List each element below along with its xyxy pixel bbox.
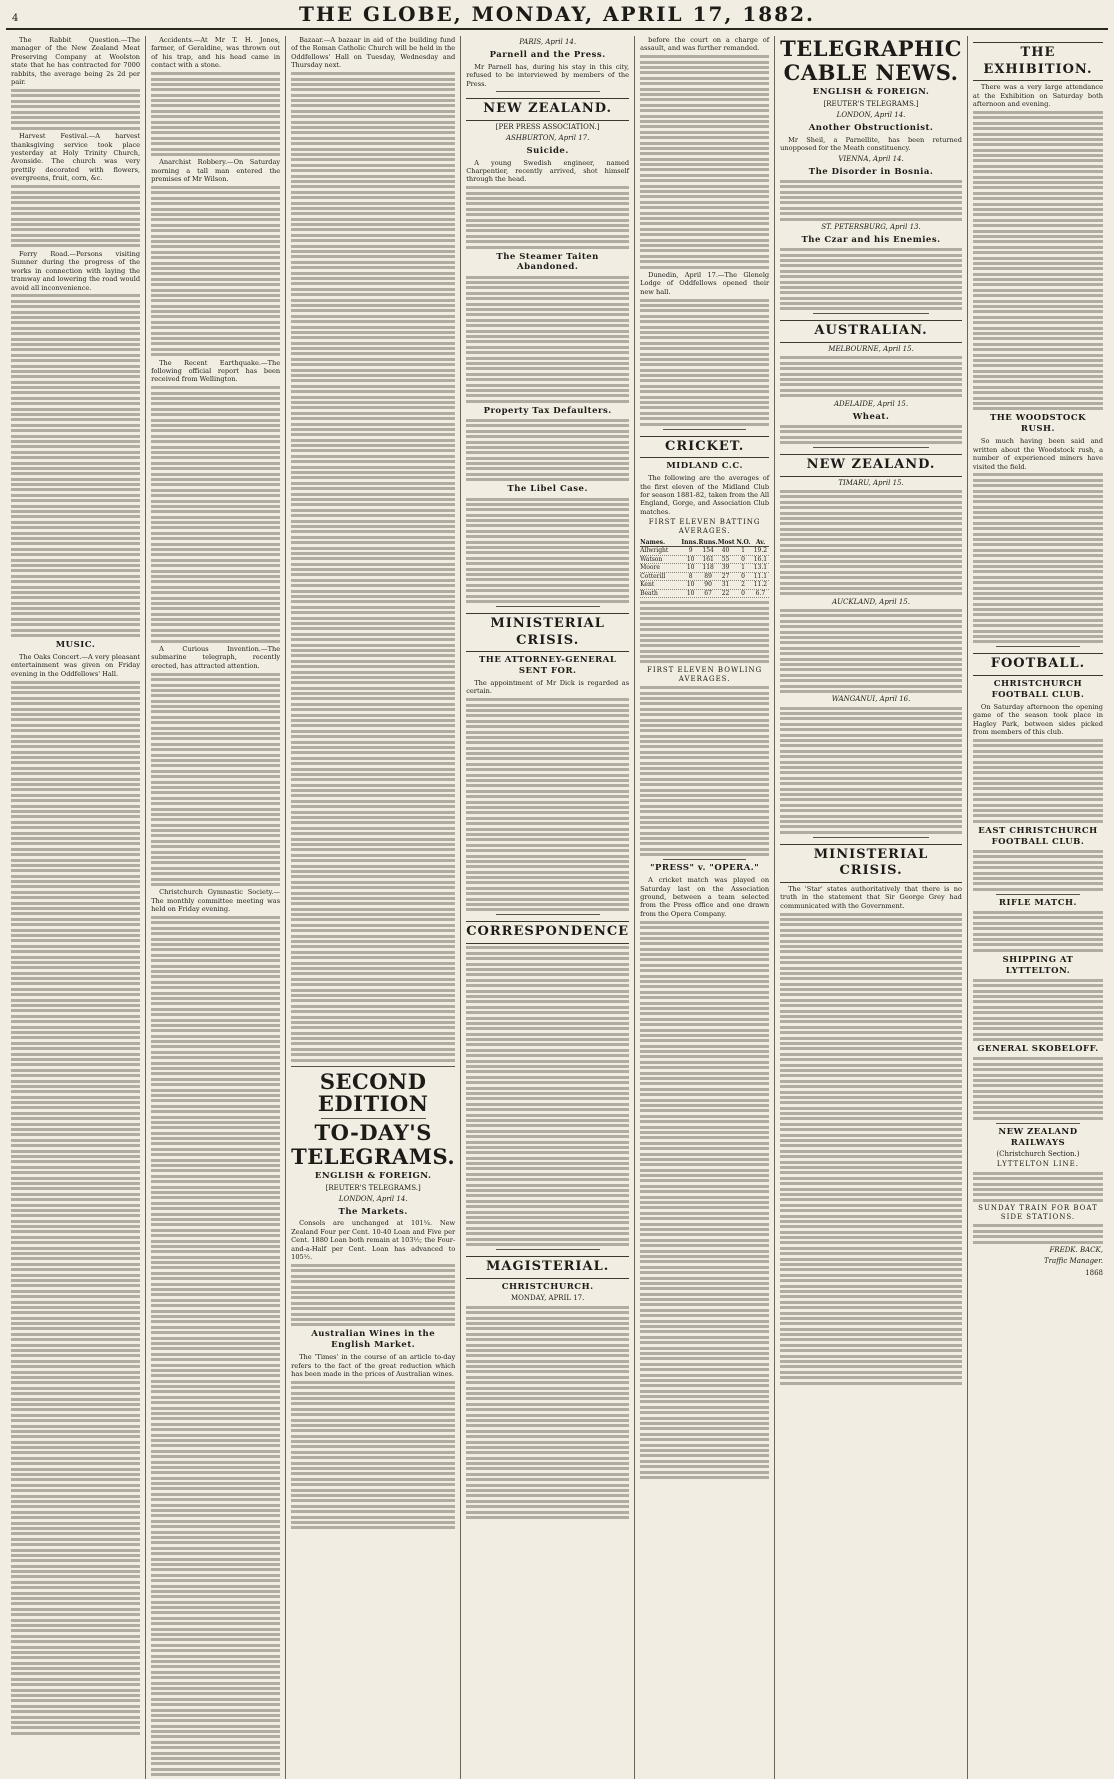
ministerial-crisis-heading: MINISTERIAL CRISIS.: [780, 844, 962, 883]
table-row: Cotterill 8 89 27 0 11.1: [640, 573, 769, 582]
railways-heading: NEW ZEALAND RAILWAYS: [998, 1126, 1078, 1148]
text-block: [466, 946, 629, 1245]
midland-heading: MIDLAND C.C.: [666, 461, 743, 472]
table-row: Allwright 9 154 40 1 19.2: [640, 547, 769, 556]
text-block: [151, 72, 280, 156]
football-heading: FOOTBALL.: [973, 653, 1103, 676]
text-block: [780, 425, 962, 444]
paragraph: A Curious Invention.—The submarine telegraph, recently erected, has attracted attention.: [151, 645, 281, 670]
signature-title: Traffic Manager.: [1044, 1256, 1103, 1265]
paragraph: On Saturday afternoon the opening game of the season took place in Hagley Park, between sides picked from members of this club.: [972, 702, 1103, 737]
text-block: [780, 180, 962, 221]
cricket-heading: CRICKET.: [640, 436, 769, 459]
date-sub: MONDAY, APRIL 17.: [510, 1294, 585, 1303]
section-heading: The Disorder in Bosnia.: [808, 166, 934, 177]
paragraph: before the court on a charge of assault, and was further remanded.: [640, 36, 770, 53]
section-heading: Property Tax Defaulters.: [483, 405, 612, 416]
text-block: [973, 111, 1103, 410]
column-2: [146, 36, 286, 1779]
column-4: [461, 36, 635, 1779]
section-heading: Wheat.: [852, 411, 890, 422]
text-block: [973, 473, 1103, 643]
press-association-credit: [PER PRESS ASSOCIATION.]: [495, 122, 600, 131]
paragraph: Bazaar.—A bazaar in aid of the building fund of the Roman Catholic Church will be held in the Oddfellows' Hall on Tuesday, Wednesday and Thursday next.: [291, 36, 456, 70]
column-7: [968, 36, 1108, 1779]
paragraph: Accidents.—At Mr T. H. Jones, farmer, of Geraldine, was thrown out of his trap, and his head came in contact with a stone.: [151, 36, 281, 70]
text-block: [466, 276, 629, 403]
text-block: [466, 498, 629, 603]
text-block: [11, 681, 140, 1735]
paragraph: Mr Sheil, a Parnellite, has been returned unopposed for the Meath constituency.: [780, 135, 962, 153]
text-block: [151, 673, 280, 886]
newspaper-page: [6, 4, 1108, 1386]
paragraph: A cricket match was played on Saturday last on the Association ground, between a team selected from the Press office and one drawn from the Opera Company.: [640, 876, 770, 918]
railways-sub: (Christchurch Section.): [996, 1150, 1080, 1159]
section-heading: CHRISTCHURCH.: [501, 1281, 594, 1292]
text-block: [973, 1172, 1103, 1202]
signature: FREDK. BACK,: [1049, 1245, 1103, 1254]
section-heading: The Steamer Taiten Abandoned.: [496, 251, 599, 273]
lyttelton-line-heading: LYTTELTON LINE.: [996, 1160, 1080, 1169]
reuters-credit: [REUTER'S TELEGRAMS.]: [325, 1183, 421, 1192]
text-block: [973, 911, 1103, 952]
paragraph: Christchurch Gymnastic Society.—The monthly committee meeting was held on Friday evening.: [151, 888, 281, 914]
paragraph: There was a very large attendance at the Exhibition on Saturday both afternoon and evening.: [972, 83, 1103, 109]
batting-table: [640, 539, 769, 599]
skobeloff-heading: GENERAL SKOBELOFF.: [977, 1044, 1099, 1055]
dateline: ADELAIDE, April 15.: [833, 399, 909, 408]
paragraph: The Rabbit Question.—The manager of the New Zealand Meat Preserving Company at Woolston state that he has contracted for 7000 rabbits, the average being 2s 2d per pair.: [11, 36, 141, 87]
text-block: [780, 248, 962, 310]
text-block: [640, 299, 769, 426]
text-block: [151, 386, 280, 642]
text-block: [466, 698, 629, 911]
paragraph: Anarchist Robbery.—On Saturday morning a tall man entered the premises of Mr Wilson.: [151, 158, 281, 184]
page-number: 4: [12, 13, 19, 24]
paragraph: The following are the averages of the first eleven of the Midland Club for season 1881-82, taken from the All England, Gorge, and Association Club matches.: [640, 474, 770, 516]
paragraph: Mr Parnell has, during his stay in this city, refused to be interviewed by members of the Press.: [466, 62, 630, 88]
english-foreign-heading: ENGLISH & FOREIGN.: [314, 1170, 432, 1181]
advert-number: 1868: [1085, 1268, 1103, 1277]
paragraph: So much having been said and written about the Woodstock rush, a number of experienced miners have visited the field.: [972, 437, 1103, 471]
dateline: LONDON, April 14.: [338, 1194, 408, 1203]
text-block: [640, 686, 769, 856]
paragraph: Ferry Road.—Persons visiting Sumner during the progress of the works in connection with laying the tramway and lowering the road would avoid all inconvenience.: [11, 249, 141, 292]
bowling-heading: FIRST ELEVEN BOWLING AVERAGES.: [646, 665, 763, 683]
text-block: [11, 294, 140, 637]
telegrams-heading: TELEGRAMS.: [291, 1143, 456, 1169]
dateline: MELBOURNE, April 15.: [828, 345, 914, 354]
text-block: [466, 186, 629, 248]
shipping-heading: SHIPPING AT LYTTELTON.: [1002, 954, 1074, 976]
text-block: [973, 979, 1103, 1041]
text-block: [151, 916, 280, 1776]
text-block: [640, 921, 769, 1479]
dateline: LONDON, April 14.: [836, 110, 906, 119]
column-3: [286, 36, 461, 1779]
paragraph: Dunedin, April 17.—The Glenelg Lodge of Oddfellows opened their new hall.: [640, 270, 770, 296]
table-row: Kent 10 90 31 2 11.2: [640, 581, 769, 590]
paragraph: The 'Times' in the course of an article to-day refers to the fact of the great reduction which has been made in the prices of Australian wines.: [291, 1353, 456, 1378]
attorney-general-heading: THE ATTORNEY-GENERAL SENT FOR.: [478, 655, 617, 677]
section-heading: The Czar and his Enemies.: [801, 234, 941, 245]
table-row: Moore 10 118 39 1 13.1: [640, 564, 769, 573]
paragraph: The Oaks Concert.—A very pleasant entertainment was given on Friday evening in the Oddfellows' Hall.: [11, 652, 141, 678]
paragraph: The appointment of Mr Dick is regarded as certain.: [466, 678, 630, 696]
english-foreign-heading: ENGLISH & FOREIGN.: [812, 87, 930, 98]
text-block: [780, 356, 962, 397]
text-block: [973, 739, 1103, 823]
section-heading: Another Obstructionist.: [808, 122, 934, 133]
press-v-opera-heading: "PRESS" v. "OPERA.": [650, 863, 760, 874]
newspaper-title: THE GLOBE, MONDAY, APRIL 17, 1882.: [299, 2, 815, 26]
dateline: PARIS, April 14.: [519, 38, 577, 46]
text-block: [973, 1057, 1103, 1119]
columns: [6, 36, 1108, 1384]
paragraph: The 'Star' states authoritatively that there is no truth in the statement that Sir George Grey had communicated with the Government.: [780, 884, 962, 910]
text-block: [780, 609, 962, 693]
new-zealand-heading: NEW ZEALAND.: [466, 98, 629, 121]
woodstock-heading: THE WOODSTOCK RUSH.: [989, 413, 1086, 435]
markets-heading: The Markets.: [338, 1206, 408, 1217]
dateline: WANGANUI, April 16.: [831, 695, 911, 704]
sunday-train-heading: SUNDAY TRAIN FOR BOAT SIDE STATIONS.: [978, 1204, 1098, 1222]
dateline: ST. PETERSBURG, April 13.: [821, 222, 921, 231]
table-header: Names. Inns. Runs. Most N.O. Av.: [640, 539, 769, 548]
table-row: Watson 10 161 55 0 16.1: [640, 556, 769, 565]
dateline: ASHBURTON, April 17.: [505, 133, 590, 142]
text-block: [973, 1224, 1103, 1243]
section-heading: EAST CHRISTCHURCH FOOTBALL CLUB.: [978, 825, 1098, 847]
dateline: VIENNA, April 14.: [838, 154, 904, 163]
second-edition-heading: SECOND EDITION: [317, 1068, 429, 1116]
text-block: [291, 72, 455, 1061]
text-block: [466, 419, 629, 481]
batting-heading: FIRST ELEVEN BATTING AVERAGES.: [648, 517, 761, 535]
paragraph: Consols are unchanged at 101¼. New Zealand Four per Cent. 10-40 Loan and Five per Cent. 1880 Loan both remain at 103½; the Four-and-a-Half per Cent. Loan has advanced to 105½.: [291, 1219, 456, 1262]
australian-heading: AUSTRALIAN.: [780, 320, 962, 343]
column-1: [6, 36, 146, 1779]
table-row: Beath 10 67 22 0 6.7: [640, 590, 769, 599]
section-heading: Parnell and the Press.: [489, 49, 606, 60]
dateline: AUCKLAND, April 15.: [832, 597, 910, 606]
paragraph: A young Swedish engineer, named Charpentier, recently arrived, shot himself through the head.: [466, 158, 630, 184]
text-block: [973, 850, 1103, 891]
ministerial-crisis-heading: MINISTERIAL CRISIS.: [466, 613, 629, 652]
magisterial-heading: MAGISTERIAL.: [466, 1256, 629, 1279]
text-block: [780, 707, 962, 834]
section-heading: MUSIC.: [55, 640, 96, 651]
exhibition-heading: THE EXHIBITION.: [973, 42, 1103, 81]
column-6: [775, 36, 968, 1779]
dateline: TIMARU, April 15.: [838, 478, 904, 487]
correspondence-heading: CORRESPONDENCE: [466, 921, 629, 944]
telegraphic-heading: TELEGRAPHIC: [780, 36, 962, 61]
wines-heading: Australian Wines in the English Market.: [311, 1329, 436, 1351]
new-zealand-heading: NEW ZEALAND.: [780, 454, 962, 477]
text-block: [291, 1381, 455, 1530]
text-block: [640, 55, 769, 268]
rifle-match-heading: RIFLE MATCH.: [998, 897, 1078, 908]
text-block: [11, 89, 140, 130]
todays-heading: TO-DAY'S: [314, 1119, 432, 1145]
text-block: [291, 1264, 455, 1326]
masthead: [6, 4, 1108, 30]
text-block: [780, 490, 962, 595]
section-heading: Suicide.: [526, 145, 569, 156]
text-block: [151, 186, 280, 356]
text-block: [11, 185, 140, 247]
paragraph: The Recent Earthquake.—The following official report has been received from Wellington.: [151, 358, 281, 384]
paragraph: Harvest Festival.—A harvest thanksgiving service took place yesterday at Holy Trinity Church, Avonside. The church was very prettily decorated with flowers, evergreens, fruit, corn, &c.: [11, 132, 141, 183]
section-heading: The Libel Case.: [507, 484, 588, 495]
text-block: [640, 601, 769, 663]
reuters-credit: [REUTER'S TELEGRAMS.]: [823, 99, 919, 108]
cable-news-heading: CABLE NEWS.: [783, 60, 959, 86]
column-5: [635, 36, 775, 1779]
text-block: [780, 913, 962, 1385]
section-heading: CHRISTCHURCH FOOTBALL CLUB.: [991, 679, 1085, 700]
text-block: [466, 1306, 629, 1519]
